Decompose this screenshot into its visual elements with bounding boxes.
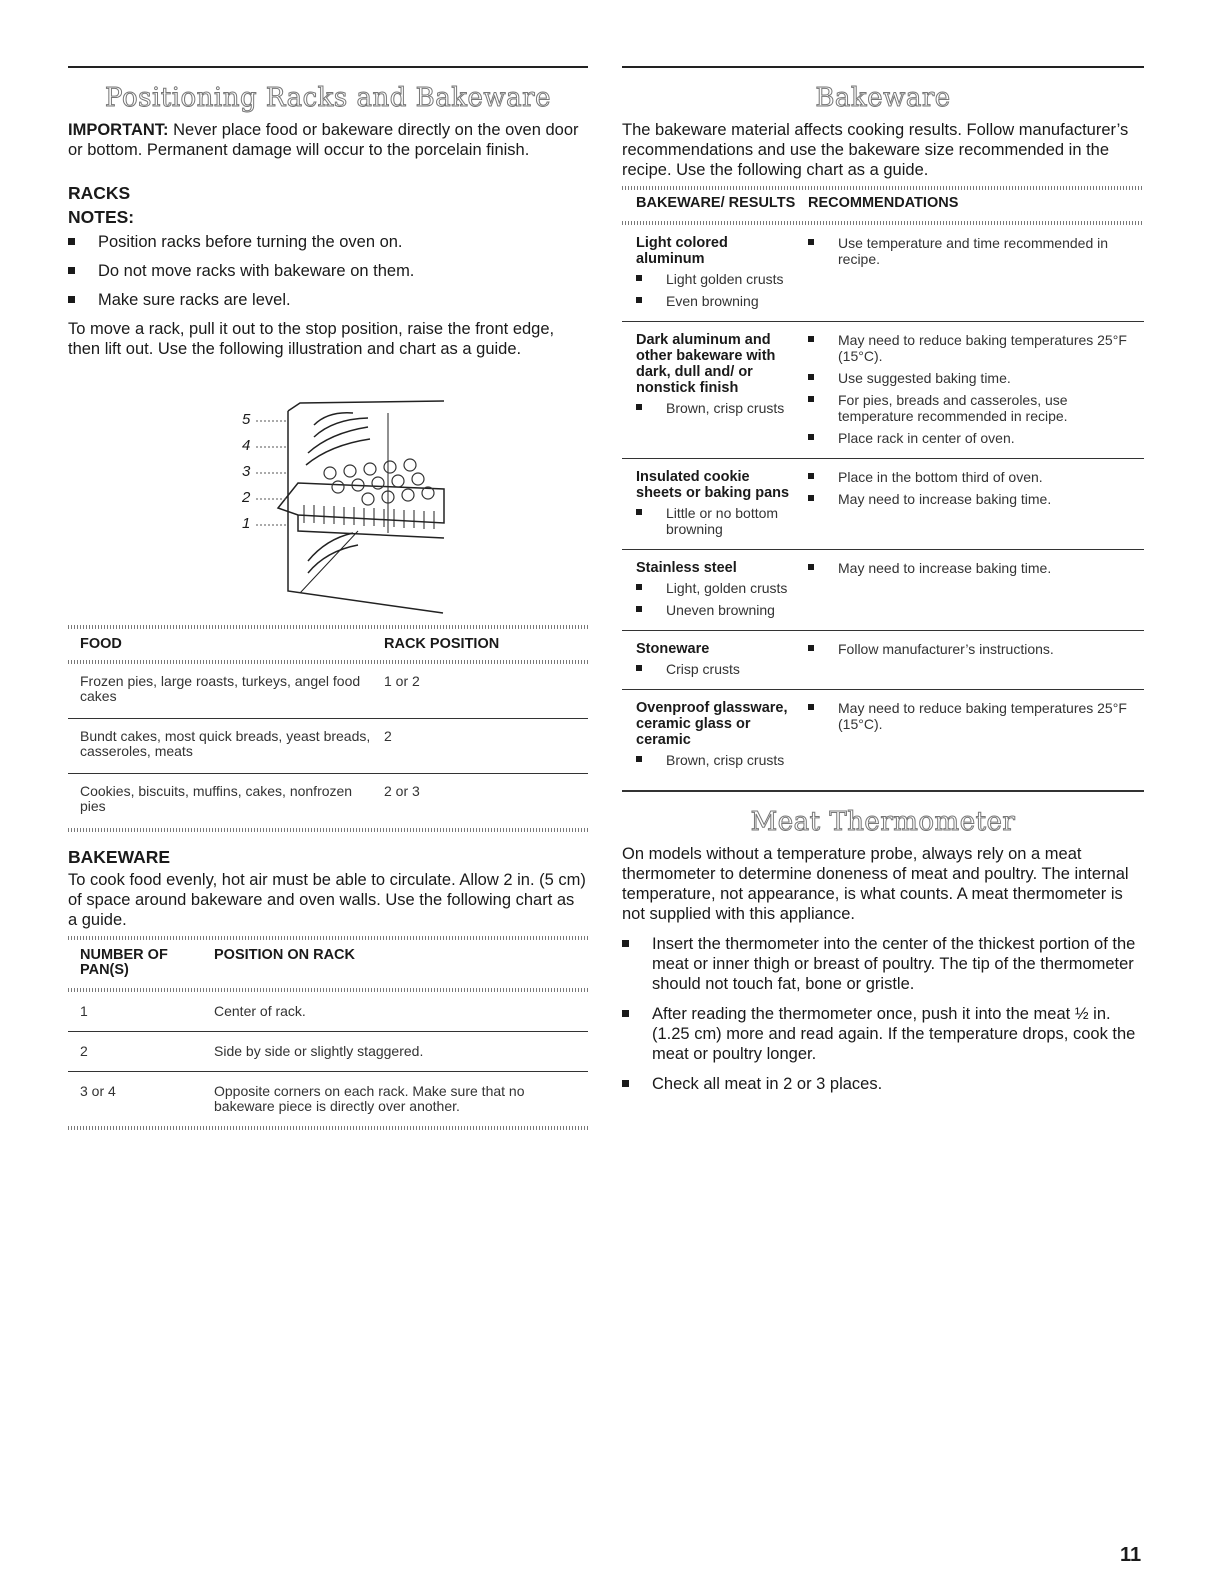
food-cell: Frozen pies, large roasts, turkeys, angel food cakes (80, 673, 361, 704)
results-list (636, 661, 794, 677)
list-item: Position racks before turning the oven on. (68, 232, 588, 252)
list-item: May need to increase baking time. (808, 491, 1128, 507)
bakeware-table (622, 186, 1144, 780)
rack-position-header: RACK POSITION (384, 636, 500, 652)
section-rule (622, 790, 1144, 792)
table-rule (68, 1126, 588, 1130)
pan-count-cell: 2 (80, 1043, 88, 1059)
number-of-pans-header: NUMBER OF PAN(S) (80, 947, 168, 978)
list-item: Follow manufacturer’s instructions. (808, 641, 1128, 657)
bakeware-name: Ovenproof glassware, ceramic glass or ceramic (636, 700, 788, 748)
bakeware-name: Stoneware (636, 641, 710, 657)
table-header (68, 940, 588, 988)
table-rule (68, 828, 588, 832)
table-row (622, 550, 1144, 630)
bakeware-cell (636, 332, 808, 446)
list-item: Place in the bottom third of oven. (808, 469, 1128, 485)
table-row (622, 225, 1144, 321)
top-rule (68, 66, 588, 68)
food-rack-table (68, 625, 588, 832)
list-item: Little or no bottom browning (636, 505, 794, 537)
results-list (636, 271, 794, 309)
list-item: Brown, crisp crusts (636, 752, 794, 768)
top-rule (622, 66, 1144, 68)
bakeware-cell (636, 700, 808, 768)
rack-diagram (68, 363, 588, 625)
section-title-meat-thermometer: Meat Thermometer (750, 807, 1016, 837)
bakeware-cell (636, 641, 808, 677)
rack-cell: 2 (384, 728, 392, 744)
notes-list (68, 232, 588, 310)
table-row (622, 690, 1144, 780)
section-title-positioning: Positioning Racks and Bakeware (105, 83, 551, 113)
pan-position-cell: Side by side or slightly staggered. (214, 1043, 424, 1059)
pan-count-cell: 3 or 4 (80, 1083, 116, 1099)
bakeware-heading: BAKEWARE (68, 847, 171, 867)
bakeware-name: Light colored aluminum (636, 235, 728, 267)
bakeware-name: Dark aluminum and other bakeware with dark, dull and/ or nonstick finish (636, 332, 776, 396)
bakeware-name: Stainless steel (636, 560, 737, 576)
right-column (622, 66, 1144, 1094)
list-item: For pies, breads and casseroles, use temperature recommended in recipe. (808, 392, 1128, 424)
recommendations-list (808, 235, 1128, 309)
list-item: Use suggested baking time. (808, 370, 1128, 386)
bakeware-cell (636, 235, 808, 309)
rack-cell: 1 or 2 (384, 673, 420, 689)
table-row (68, 1072, 588, 1126)
rack-cell: 2 or 3 (384, 783, 420, 799)
pan-position-cell: Center of rack. (214, 1003, 306, 1019)
list-item: Place rack in center of oven. (808, 430, 1128, 446)
table-row (622, 459, 1144, 549)
table-header (68, 629, 588, 660)
important-text: Never place food or bakeware directly on the oven door or bottom. Permanent damage will occur to the porcelain finish. (68, 121, 579, 159)
list-item: Light golden crusts (636, 271, 794, 287)
table-row (622, 322, 1144, 458)
table-header (622, 190, 1144, 221)
bakeware-cell (636, 469, 808, 537)
food-cell: Bundt cakes, most quick breads, yeast breads, casseroles, meats (80, 728, 371, 759)
recommendations-list (808, 641, 1128, 677)
racks-heading: RACKS (68, 183, 131, 203)
move-rack-text: To move a rack, pull it out to the stop position, raise the front edge, then lift out. Use the following illustration and chart as a guide. (68, 320, 555, 358)
list-item: Insert the thermometer into the center of the thickest portion of the meat or inner thigh or breast of poultry. The tip of the thermometer should not touch fat, bone or gristle. (622, 934, 1144, 994)
rack-label-1: 1 (242, 515, 251, 532)
list-item: Even browning (636, 293, 794, 309)
pan-position-table (68, 936, 588, 1130)
rack-label-2: 2 (242, 489, 251, 506)
notes-heading: NOTES: (68, 207, 135, 227)
results-list (636, 400, 794, 416)
bakeware-intro: The bakeware material affects cooking results. Follow manufacturer’s recommendations and use the bakeware size recommended in the recipe. Use the following chart as a guide. (622, 121, 1129, 179)
bakeware-name: Insulated cookie sheets or baking pans (636, 469, 790, 501)
list-item: Uneven browning (636, 602, 794, 618)
pan-position-cell: Opposite corners on each rack. Make sure that no bakeware piece is directly over another. (214, 1083, 525, 1114)
list-item: Make sure racks are level. (68, 290, 588, 310)
recommendations-header: RECOMMENDATIONS (808, 195, 959, 211)
list-item: Crisp crusts (636, 661, 794, 677)
meat-intro: On models without a temperature probe, always rely on a meat thermometer to determine doneness of meat and poultry. The internal temperature, not appearance, is what counts. A meat thermometer is not supplied with this appliance. (622, 845, 1129, 923)
bakeware-cell (636, 560, 808, 618)
rack-label-3: 3 (242, 463, 251, 480)
table-row (68, 992, 588, 1031)
left-column (68, 66, 588, 1130)
table-row (68, 774, 588, 828)
meat-list (622, 934, 1144, 1094)
bakeware-text: To cook food evenly, hot air must be able to circulate. Allow 2 in. (5 cm) of space around bakeware and oven walls. Use the following chart as a guide. (68, 871, 586, 929)
food-cell: Cookies, biscuits, muffins, cakes, nonfrozen pies (80, 783, 353, 814)
list-item: After reading the thermometer once, push it into the meat ½ in. (1.25 cm) more and read again. If the temperature drops, cook the meat or poultry longer. (622, 1004, 1144, 1064)
recommendations-list (808, 469, 1128, 537)
table-row (68, 664, 588, 718)
section-title-bakeware: Bakeware (815, 83, 951, 113)
page-number: 11 (1120, 1544, 1142, 1566)
oven-rack-illustration (68, 363, 588, 625)
rack-label-5: 5 (242, 411, 251, 428)
recommendations-list (808, 700, 1128, 768)
table-row (68, 719, 588, 773)
list-item: Light, golden crusts (636, 580, 794, 596)
table-row (68, 1032, 588, 1071)
list-item: Do not move racks with bakeware on them. (68, 261, 588, 281)
results-list (636, 505, 794, 537)
results-list (636, 580, 794, 618)
list-item: May need to reduce baking temperatures 25°F (15°C). (808, 332, 1128, 364)
position-on-rack-header: POSITION ON RACK (214, 947, 355, 963)
table-row (622, 631, 1144, 689)
important-paragraph (68, 120, 588, 160)
list-item: May need to increase baking time. (808, 560, 1128, 576)
important-label: IMPORTANT: (68, 121, 169, 139)
recommendations-list (808, 332, 1128, 446)
pan-count-cell: 1 (80, 1003, 88, 1019)
rack-label-4: 4 (242, 437, 251, 454)
list-item: Use temperature and time recommended in recipe. (808, 235, 1128, 267)
food-header: FOOD (80, 636, 122, 652)
recommendations-list (808, 560, 1128, 618)
list-item: Brown, crisp crusts (636, 400, 794, 416)
bakeware-results-header: BAKEWARE/ RESULTS (636, 195, 796, 211)
list-item: May need to reduce baking temperatures 25°F (15°C). (808, 700, 1128, 732)
results-list (636, 752, 794, 768)
list-item: Check all meat in 2 or 3 places. (622, 1074, 1144, 1094)
